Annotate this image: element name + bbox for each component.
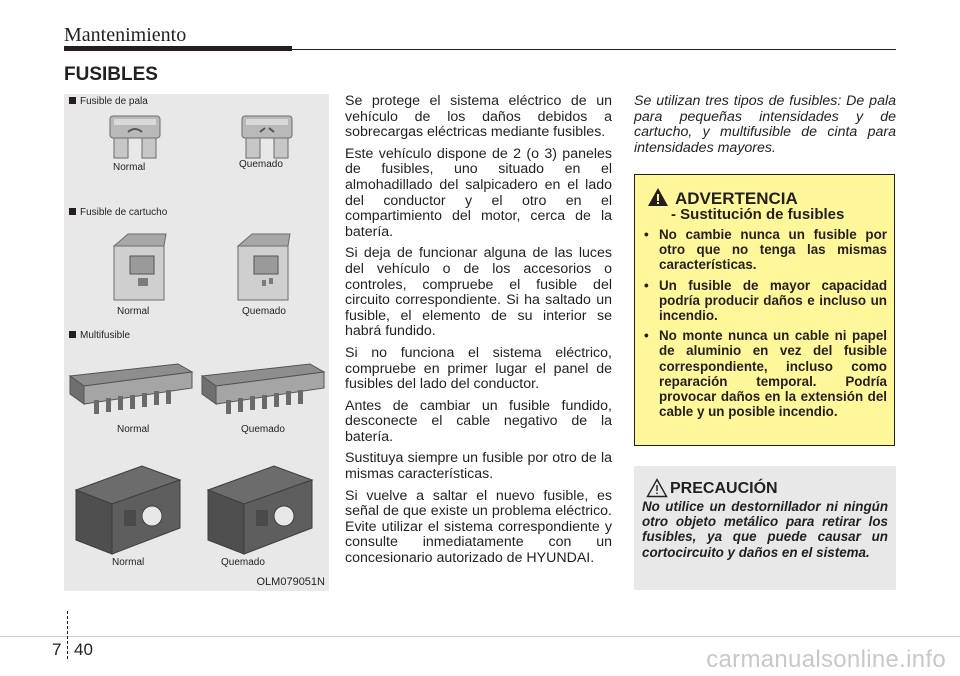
body-text-column (345, 94, 612, 573)
body-paragraph: Sustituya siempre un fusible por otro de la mismas características. (345, 450, 612, 483)
figure-label-normal: Normal (112, 557, 145, 568)
warning-triangle-icon (647, 187, 669, 207)
warning-item: • No cambie nunca un fusible por otro que no tenga las mismas características. (643, 227, 887, 273)
warning-subtitle: - Sustitución de fusibles (671, 206, 845, 223)
blade-fuse-normal-image (104, 112, 166, 160)
figure-code: OLM079051N (256, 576, 325, 588)
caution-title: PRECAUCIÓN (670, 480, 778, 497)
body-paragraph: Este vehículo dispone de 2 (o 3) paneles de fusibles, uno situado en el almohadillado del salpicadero en el lado del conductor y el otro en el compartimiento del motor, cerca de la batería. (345, 145, 612, 240)
warning-box (634, 174, 895, 446)
footer-rule (0, 636, 960, 637)
chapter-title: Mantenimiento (64, 24, 187, 46)
caution-text: No utilice un destornillador ni ningún otro objeto metálico para retirar los fusibles, ya que puede causar un cortocircuito y daños en el sistema. (642, 499, 888, 560)
figure-label-blown: Quemado (241, 424, 285, 435)
fuse-types-intro: Se utilizan tres tipos de fusibles: De pala para pequeñas intensidades y de cartucho, y multifusible de cinta para intensidades mayores. (634, 93, 896, 156)
watermark: carmanualsonline.info (706, 646, 946, 673)
figure-label-normal: Normal (117, 424, 150, 435)
body-paragraph: Antes de cambiar un fusible fundido, desconecte el cable negativo de la batería. (345, 397, 612, 445)
body-paragraph: Si vuelve a saltar el nuevo fusible, es señal de que existe un problema eléctrico. Evite utilizar el sistema correspondiente y consulte inmediatamente con un concesionario autorizado de HYUNDAI. (345, 487, 612, 567)
caution-box (634, 466, 896, 590)
cartridge-fuse-blown-image (232, 232, 294, 304)
figure-label-normal: Normal (113, 162, 146, 173)
page-number: 40 (74, 640, 93, 659)
figure-category-blade: Fusible de pala (69, 96, 148, 107)
warning-list (643, 227, 887, 424)
fuse-types-figure (64, 94, 329, 591)
figure-category-cartridge: Fusible de cartucho (69, 207, 167, 218)
cartridge-fuse-normal-image (108, 232, 170, 304)
figure-label-normal: Normal (117, 306, 150, 317)
page-number-separator (67, 611, 68, 659)
warning-item: • Un fusible de mayor capacidad podría producir daños e incluso un incendio. (643, 278, 887, 324)
figure-label-blown: Quemado (242, 306, 286, 317)
caution-triangle-icon (646, 478, 668, 498)
body-paragraph: Si no funciona el sistema eléctrico, compruebe en primer lugar el panel de fusibles del lado del conductor. (345, 344, 612, 393)
multifuse-strip-normal-image (68, 362, 194, 420)
warning-title: ADVERTENCIA (675, 189, 798, 208)
blade-fuse-blown-image (236, 112, 298, 160)
body-paragraph: Se protege el sistema eléctrico de un vehículo de los daños debidos a sobrecargas eléctricas mediante fusibles. (345, 93, 612, 141)
body-paragraph: Si deja de funcionar alguna de las luces del vehículo o de los accesorios o controles, compruebe el fusible del circuito correspondiente. Si ha saltado un fusible, el elemento de su interior se habrá fundido. (345, 245, 612, 340)
figure-category-multifuse: Multifusible (69, 330, 130, 341)
figure-label-blown: Quemado (239, 159, 283, 170)
chapter-number: 7 (52, 640, 62, 659)
section-heading: FUSIBLES (64, 64, 158, 85)
multifuse-strip-blown-image (200, 362, 326, 420)
header-rule-thin (292, 49, 896, 50)
multifuse-block-normal-image (72, 462, 184, 558)
warning-item: • No monte nunca un cable ni papel de aluminio en vez del fusible correspondiente, incluso como reparación temporal. Podría provocar daños en la extensión del cable y un posible incendio. (643, 328, 887, 419)
figure-label-blown: Quemado (221, 557, 265, 568)
multifuse-block-blown-image (204, 462, 316, 558)
header-rule-thick (64, 46, 292, 51)
